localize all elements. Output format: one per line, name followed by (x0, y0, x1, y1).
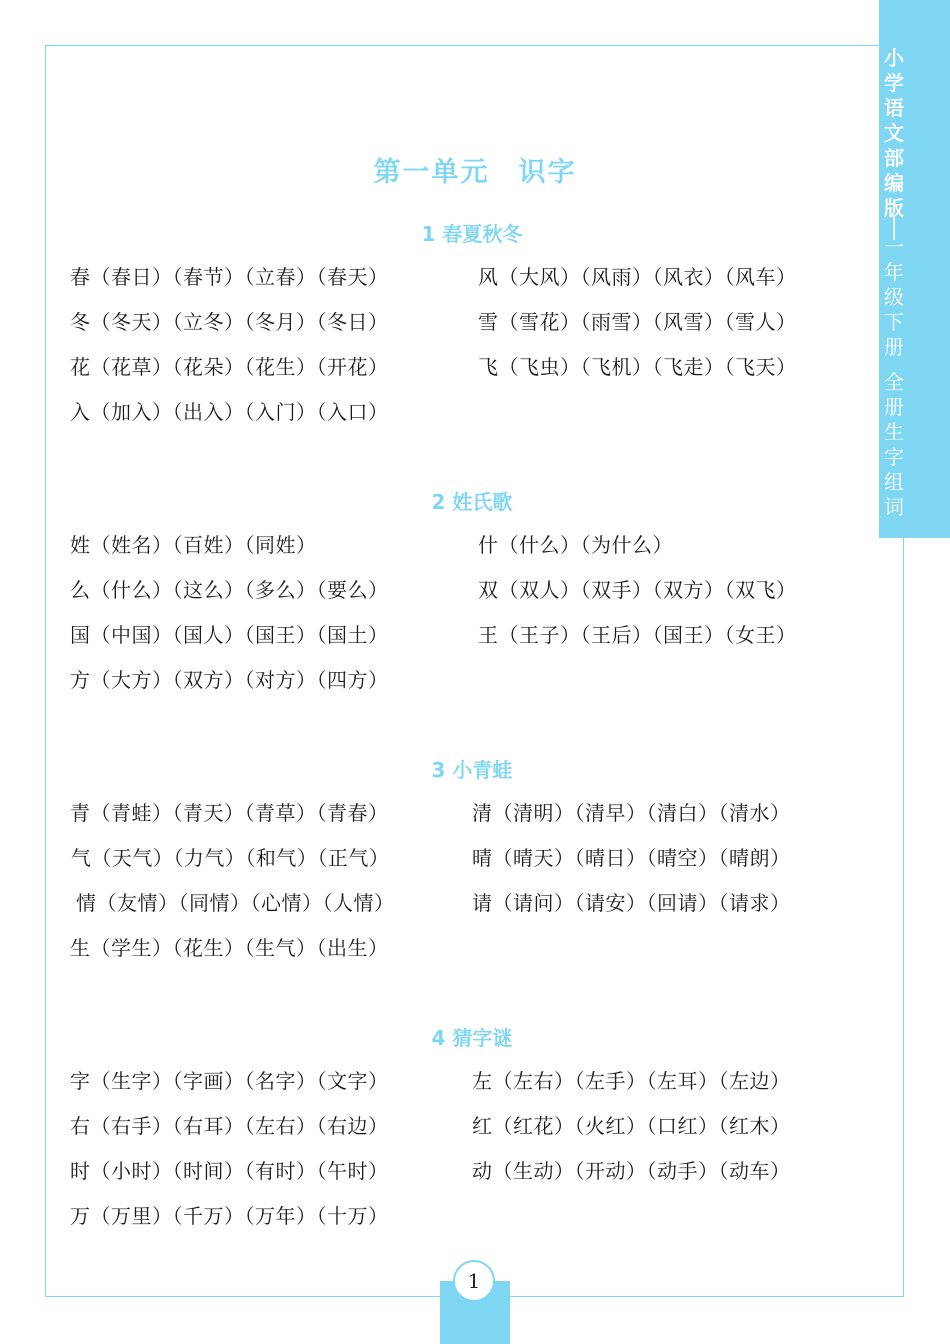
lesson-title: 1 春夏秋冬 (421, 222, 523, 246)
word-row: 气（天气）（力气）（和气）（正气） (64, 846, 390, 870)
word-row: 右（右手）（右耳）（左右）（右边） (70, 1114, 389, 1138)
word-row: 请（请问）（请安）（回请）（请求） (472, 891, 791, 915)
word-row: 万（万里）（千万）（万年）（十万） (70, 1204, 389, 1228)
lesson-title: 3 小青蛙 (431, 758, 513, 782)
word-row: 姓（姓名）（百姓）（同姓） (70, 533, 317, 557)
side-label-char: 全 (884, 370, 904, 394)
lesson-title: 4 猜字谜 (431, 1026, 513, 1050)
side-label-dash: │ (887, 216, 901, 240)
word-row: 入（加入）（出入）（入门）（入口） (70, 400, 389, 424)
word-row: 动（生动）（开动）（动手）（动车） (472, 1159, 791, 1183)
lesson-title: 2 姓氏歌 (431, 490, 513, 514)
unit-title: 第一单元 识字 (373, 157, 577, 188)
word-row: 时（小时）（时间）（有时）（午时） (70, 1159, 389, 1183)
side-label-char: 册 (884, 395, 904, 419)
side-label-char: 编 (884, 171, 904, 195)
side-label-char: 版 (884, 196, 904, 220)
page-number: 1 (453, 1260, 495, 1302)
side-label-char: 下 (884, 310, 904, 334)
word-row: 生（学生）（花生）（生气）（出生） (70, 936, 389, 960)
side-label-char: 字 (884, 445, 904, 469)
word-row: 左（左右）（左手）（左耳）（左边） (472, 1069, 791, 1093)
side-label-gap (879, 360, 909, 370)
word-row: 晴（晴天）（晴日）（晴空）（晴朗） (472, 846, 791, 870)
side-label (879, 46, 909, 520)
word-row: 花（花草）（花朵）（花生）（开花） (70, 355, 389, 379)
word-row: 冬（冬天）（立冬）（冬月）（冬日） (70, 310, 389, 334)
word-row: 方（大方）（双方）（对方）（四方） (70, 668, 389, 692)
word-row: 王（王子）（王后）（国王）（女王） (478, 623, 797, 647)
word-row: 飞（飞虫）（飞机）（飞走）（飞天） (478, 355, 797, 379)
word-row: 么（什么）（这么）（多么）（要么） (70, 578, 389, 602)
side-label-char: 词 (884, 495, 904, 519)
side-label-char: 组 (884, 470, 904, 494)
word-row: 双（双人）（双手）（双方）（双飞） (478, 578, 797, 602)
side-label-char: 册 (884, 335, 904, 359)
word-row: 红（红花）（火红）（口红）（红木） (472, 1114, 791, 1138)
word-row: 字（生字）（字画）（名字）（文字） (70, 1069, 389, 1093)
side-label-char: 年 (884, 260, 904, 284)
word-row: 什（什么）（为什么） (478, 533, 673, 557)
word-row: 国（中国）（国人）（国王）（国土） (70, 623, 389, 647)
side-label-char: 一 (884, 235, 904, 259)
word-row: 风（大风）（风雨）（风衣）（风车） (478, 265, 797, 289)
side-label-char: 级 (884, 285, 904, 309)
side-label-char: 部 (884, 146, 904, 170)
side-label-char: 生 (884, 420, 904, 444)
word-row: 春（春日）（春节）（立春）（春天） (70, 265, 389, 289)
word-row: 雪（雪花）（雨雪）（风雪）（雪人） (478, 310, 797, 334)
side-label-char: 文 (884, 121, 904, 145)
word-row: 青（青蛙）（青天）（青草）（青春） (70, 801, 389, 825)
side-label-char: 学 (884, 71, 904, 95)
word-row: 清（清明）（清早）（清白）（清水） (472, 801, 791, 825)
side-label-char: 语 (884, 96, 904, 120)
word-row: 情（友情）（同情）（心情）（人情） (76, 891, 395, 915)
side-label-char: 小 (884, 46, 904, 70)
